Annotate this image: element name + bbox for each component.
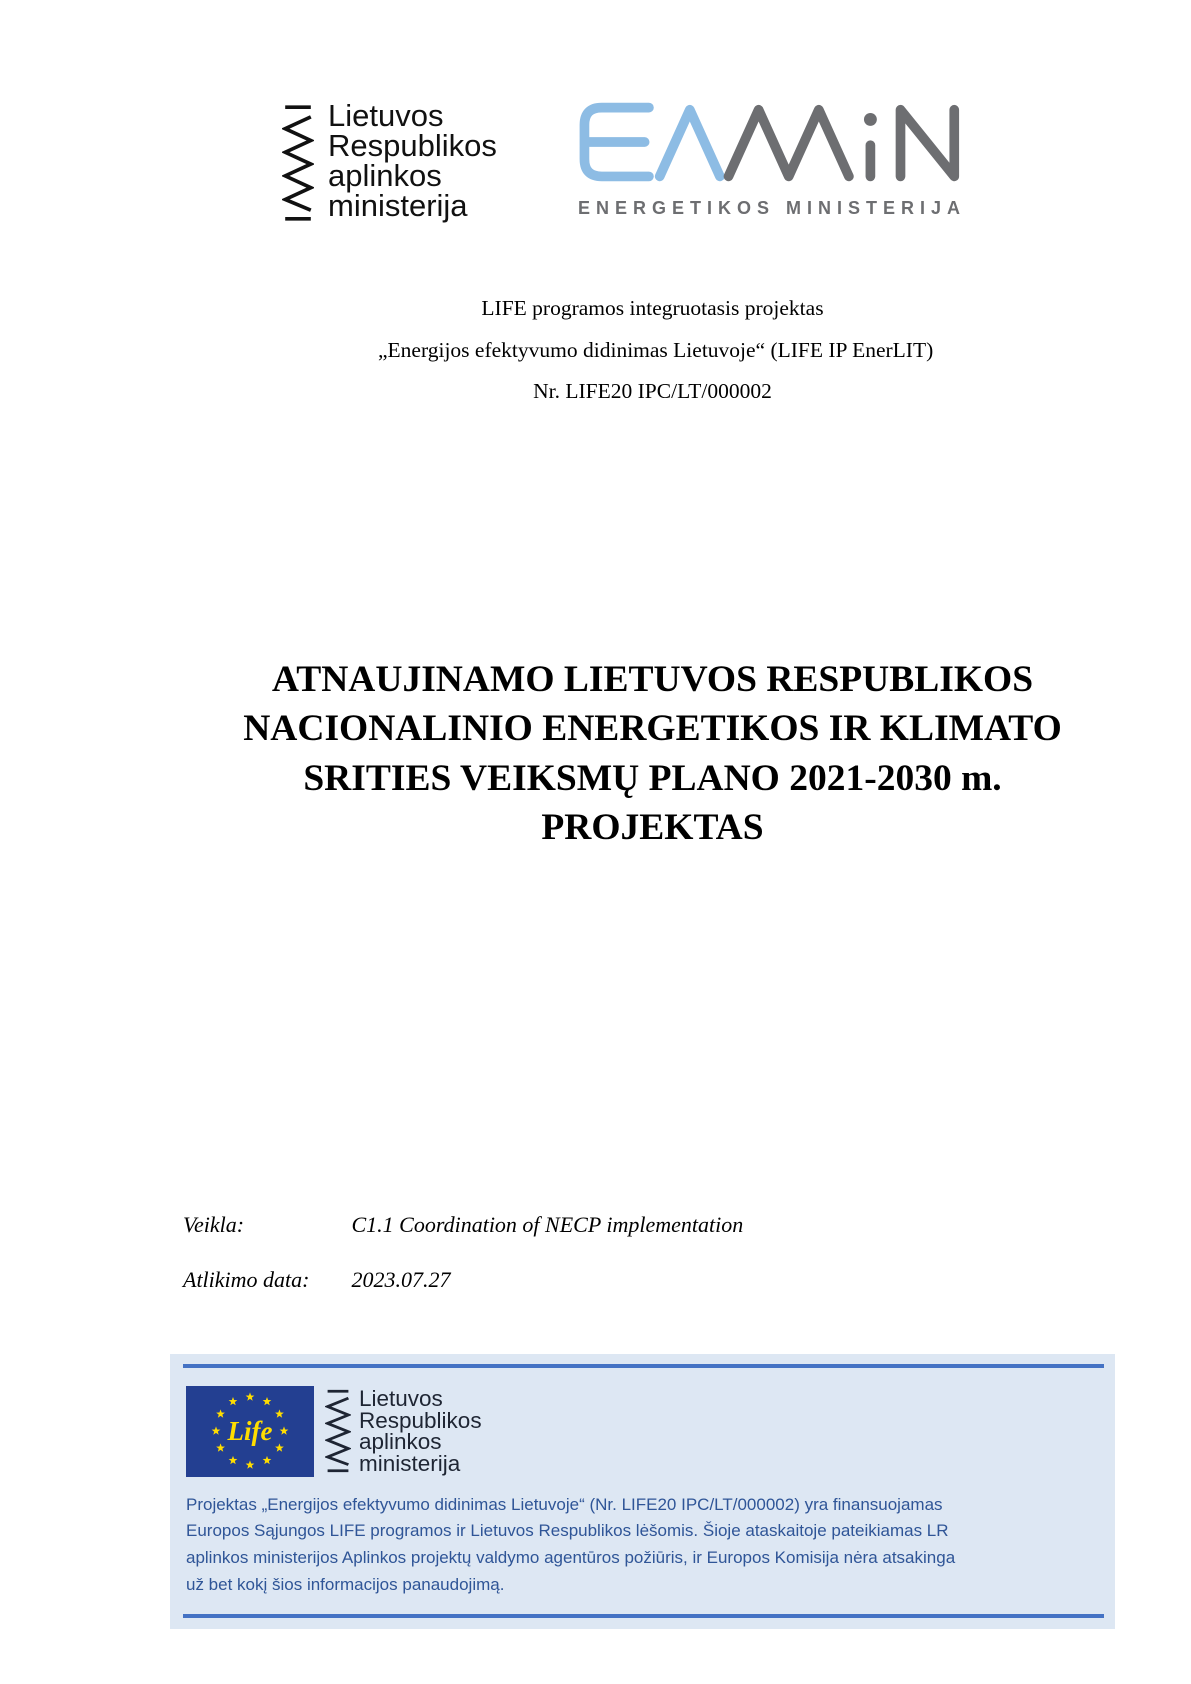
completion-date-value: 2023.07.27 (351, 1267, 451, 1292)
document-title (152, 655, 1153, 853)
environment-ministry-mark-small-icon (325, 1389, 351, 1473)
title-line: SRITIES VEIKSMŲ PLANO 2021-2030 m. (303, 757, 1002, 799)
logo-line: ministerija (328, 188, 468, 223)
energy-ministry-name: ENERGETIKOS MINISTERIJA (578, 198, 967, 218)
project-program-line: LIFE programos integruotasis projektas (481, 296, 824, 320)
notice-line: Projektas „Energijos efektyvumo didinimas Lietuvoje“ (Nr. LIFE20 IPC/LT/000002) yra finansuojamas (186, 1494, 943, 1514)
logo-line: Lietuvos (328, 98, 444, 133)
notice-line: Europos Sąjungos LIFE programos ir Lietuvos Respublikos lėšomis. Šioje ataskaitoje pateikiamas LR (186, 1521, 949, 1541)
notice-line: už bet kokį šios informacijos panaudojimą. (186, 1574, 505, 1594)
logo-line: Lietuvos (359, 1386, 443, 1411)
logo-line: aplinkos (359, 1429, 442, 1454)
completion-date-label: Atlikimo data: (183, 1267, 310, 1292)
title-line: NACIONALINIO ENERGETIKOS IR KLIMATO (243, 708, 1062, 749)
energy-ministry-logo-icon (578, 102, 965, 182)
environment-ministry-logo-text (328, 98, 497, 223)
title-line: PROJEKTAS (541, 807, 764, 848)
logo-line: ministerija (359, 1450, 461, 1476)
environment-ministry-mark-icon (282, 104, 314, 222)
activity-value: C1.1 Coordination of NECP implementation (351, 1212, 744, 1237)
logo-line: aplinkos (328, 158, 442, 193)
life-logo-text: Life (227, 1416, 273, 1446)
project-name-line: „Energijos efektyvumo didinimas Lietuvoje“ (LIFE IP EnerLIT) (378, 337, 934, 362)
funding-notice (186, 1492, 955, 1599)
funding-box-bottom-rule (183, 1614, 1104, 1618)
funding-box-top-rule (183, 1364, 1104, 1368)
notice-line: aplinkos ministerijos Aplinkos projektų valdymo agentūros požiūris, ir Europos Komisija nėra atsakinga (186, 1547, 956, 1567)
logo-line: Respublikos (359, 1407, 482, 1433)
title-line: ATNAUJINAMO LIETUVOS RESPUBLIKOS (271, 658, 1034, 700)
eu-life-logo-icon (186, 1386, 314, 1477)
activity-label: Veikla: (183, 1212, 245, 1237)
project-number-line: Nr. LIFE20 IPC/LT/000002 (533, 378, 772, 403)
environment-ministry-small-logo-text (359, 1388, 482, 1474)
logo-line: Respublikos (328, 128, 497, 163)
